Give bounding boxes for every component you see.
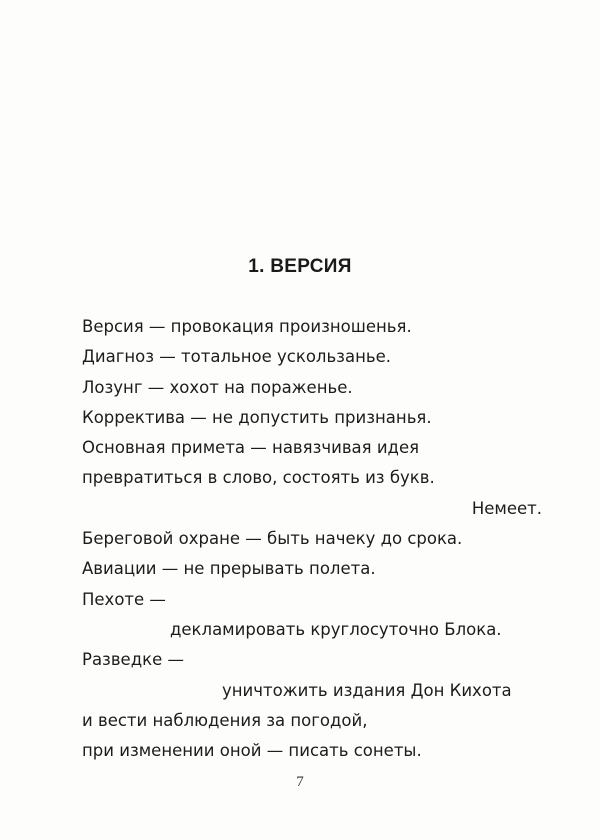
poem-line: Версия — провокация произношенья. (82, 317, 412, 336)
poem-title: 1. ВЕРСИЯ (248, 256, 352, 277)
poem-line: и вести наблюдения за погодой, (82, 710, 368, 730)
poem-body (82, 312, 542, 766)
poem-line: Пехоте — (82, 589, 166, 609)
poem-line: Береговой охране — быть начеку до срока. (82, 529, 463, 549)
poem-line: Лозунг — хохот на пораженье. (82, 377, 353, 397)
poem-line: при изменении оной — писать сонеты. (82, 741, 422, 761)
page-number: 7 (296, 774, 304, 790)
poem-line: Основная примета — навязчивая идея (82, 438, 420, 458)
poem-line: Корректива — не допустить признанья. (82, 407, 432, 427)
poem-line: превратиться в слово, состоять из букв. (82, 468, 435, 488)
poem-line: Диагноз — тотальное ускользанье. (82, 347, 391, 367)
poem-line-right-aligned: Немеет. (471, 498, 542, 518)
poem-line-indented: уничтожить издания Дон Кихота (222, 680, 512, 700)
poem-line-indented: декламировать круглосуточно Блока. (170, 619, 502, 639)
poem-line: Разведке — (82, 650, 184, 670)
poem-line: Авиации — не прерывать полета. (82, 559, 376, 579)
